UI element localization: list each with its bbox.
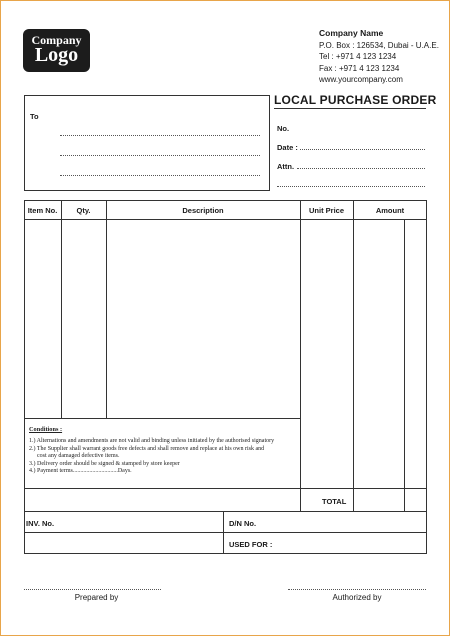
conditions-block — [29, 426, 274, 475]
invoice-box-divider — [24, 532, 427, 533]
to-line-1[interactable] — [60, 135, 260, 136]
col-divider-1 — [61, 200, 62, 418]
no-label: No. — [277, 124, 290, 133]
col-divider-4 — [353, 200, 354, 512]
extra-field[interactable] — [277, 186, 425, 187]
condition-1: 1.) Alternations and amendments are not valid and binding unless initiated by the authorised signatory — [29, 438, 275, 445]
authorized-by-line[interactable] — [288, 589, 426, 590]
prepared-by-line[interactable] — [24, 589, 161, 590]
to-label: To — [30, 112, 39, 121]
company-address: P.O. Box : 126534, Dubai - U.A.E. — [319, 40, 439, 50]
logo-line-1: Company — [31, 33, 82, 47]
document-title: LOCAL PURCHASE ORDER — [274, 93, 437, 107]
invoice-box-vdivider — [223, 511, 224, 554]
prepared-by-label: Prepared by — [74, 593, 119, 602]
date-label: Date : — [277, 143, 298, 152]
total-divider — [24, 488, 427, 489]
condition-2: 2.) The Supplier shall warrant goods free defects and shall remove and replace at his own risk and — [29, 445, 265, 452]
to-line-2[interactable] — [60, 155, 260, 156]
authorized-by-label: Authorized by — [332, 593, 382, 602]
logo-line-2: Logo — [34, 44, 79, 66]
conditions-divider — [24, 418, 300, 419]
condition-2-cont: cost any damaged defective items. — [37, 453, 120, 460]
company-details — [319, 28, 439, 86]
to-line-3[interactable] — [60, 175, 260, 176]
inv-no-label: INV. No. — [26, 519, 55, 528]
dn-no-label: D/N No. — [229, 519, 257, 528]
col-divider-3 — [300, 200, 301, 512]
header-description: Description — [182, 206, 224, 215]
header-amount: Amount — [375, 206, 405, 215]
col-divider-2 — [106, 200, 107, 418]
title-underline — [274, 108, 426, 109]
header-unit-price: Unit Price — [308, 206, 344, 215]
attn-label: Attn. — [277, 162, 295, 171]
conditions-heading: Conditions : — [29, 426, 63, 433]
condition-4: 4.) Payment terms..............................Days. — [29, 468, 132, 475]
header-item-no: Item No. — [27, 206, 58, 215]
company-tel: Tel : +971 4 123 1234 — [319, 52, 397, 61]
total-label: TOTAL — [322, 497, 347, 506]
used-for-label: USED FOR : — [229, 540, 273, 549]
fils-divider — [404, 219, 405, 512]
company-fax: Fax : +971 4 123 1234 — [319, 63, 400, 73]
attn-field[interactable] — [297, 168, 425, 169]
condition-3: 3.) Delivery order should be signed & stamped by store keeper — [29, 460, 180, 467]
date-field[interactable] — [300, 149, 425, 150]
company-name: Company Name — [319, 28, 384, 38]
company-logo — [23, 29, 90, 72]
company-website: www.yourcompany.com — [319, 75, 403, 84]
to-box — [24, 95, 270, 191]
table-header-divider — [24, 219, 427, 220]
header-qty: Qty. — [76, 206, 91, 215]
